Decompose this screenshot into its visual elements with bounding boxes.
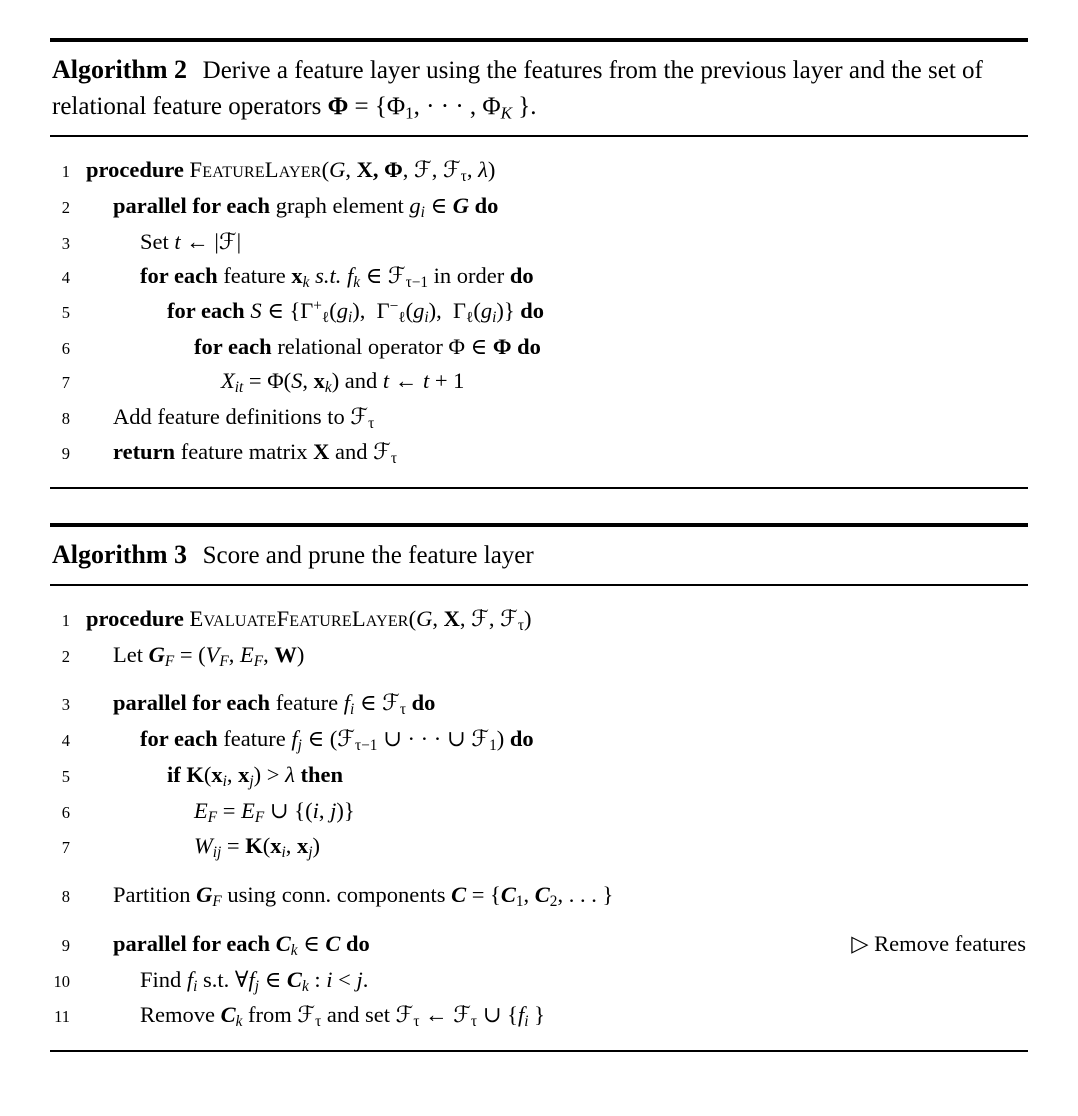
line-text bbox=[194, 330, 541, 364]
code-segment: for each bbox=[140, 262, 218, 288]
inline-comment: ▷ Remove features bbox=[851, 930, 1026, 956]
code-segment: g bbox=[413, 298, 425, 324]
code-segment: ) > bbox=[253, 761, 286, 787]
code-segment: C bbox=[500, 882, 516, 908]
header-divider-rule bbox=[50, 584, 1028, 586]
code-segment: − bbox=[389, 297, 399, 315]
code-segment: }. bbox=[512, 92, 537, 120]
code-segment: feature matrix bbox=[175, 439, 314, 465]
code-segment: , bbox=[523, 882, 535, 908]
code-segment: ℓ bbox=[398, 309, 406, 327]
header-divider-rule bbox=[50, 135, 1028, 137]
line-text bbox=[86, 153, 495, 189]
code-segment: in order bbox=[428, 262, 510, 288]
code-line bbox=[50, 364, 1026, 400]
line-text bbox=[194, 794, 355, 830]
code-segment: j bbox=[254, 977, 260, 995]
code-segment: ( bbox=[405, 298, 414, 324]
code-segment: X bbox=[313, 439, 330, 465]
line-text bbox=[140, 259, 534, 295]
code-segment: W bbox=[194, 833, 213, 859]
code-segment: λ bbox=[285, 761, 295, 787]
code-segment: ) and bbox=[331, 367, 383, 393]
code-segment: x bbox=[211, 761, 223, 787]
line-text bbox=[113, 878, 613, 914]
code-segment: Let bbox=[113, 641, 149, 667]
code-segment: ) bbox=[296, 641, 305, 667]
code-line bbox=[50, 153, 1026, 189]
code-segment: f bbox=[291, 726, 298, 752]
code-segment: ) bbox=[523, 605, 532, 631]
line-number: 11 bbox=[54, 1007, 70, 1027]
code-segment: , · · · , Φ bbox=[413, 92, 501, 120]
line-number: 8 bbox=[61, 408, 70, 428]
code-segment: ) bbox=[496, 726, 510, 752]
line-content bbox=[86, 758, 1026, 794]
code-segment: i bbox=[420, 203, 425, 221]
code-segment: i bbox=[312, 797, 319, 823]
bottom-rule bbox=[50, 1050, 1028, 1052]
code-segment: EvaluateFeatureLayer bbox=[189, 605, 409, 631]
code-segment: and set ℱ bbox=[321, 1002, 414, 1028]
code-segment: , ℱ, ℱ bbox=[402, 157, 461, 183]
code-segment: . bbox=[362, 966, 369, 992]
line-content bbox=[86, 435, 1026, 471]
code-segment: , bbox=[285, 833, 297, 859]
code-segment: X bbox=[221, 367, 235, 393]
line-content bbox=[86, 686, 1026, 722]
code-segment: = {Φ bbox=[348, 92, 406, 120]
code-segment: ∈ bbox=[259, 966, 287, 992]
code-segment: f bbox=[346, 262, 354, 288]
code-segment: Set bbox=[140, 228, 175, 254]
code-segment: j bbox=[308, 844, 313, 862]
code-segment: ( bbox=[408, 605, 417, 631]
code-segment: , bbox=[226, 761, 239, 787]
line-text bbox=[113, 435, 397, 471]
code-segment: , ℱ, ℱ bbox=[459, 605, 518, 631]
line-number: 6 bbox=[61, 802, 70, 822]
code-segment: Find bbox=[140, 966, 187, 992]
line-text bbox=[140, 722, 534, 758]
line-number: 6 bbox=[61, 339, 70, 359]
code-line bbox=[50, 794, 1026, 830]
code-segment: feature bbox=[217, 726, 292, 752]
code-segment: parallel for each bbox=[113, 930, 271, 956]
code-segment: G bbox=[452, 193, 470, 219]
line-text bbox=[167, 758, 343, 794]
code-segment: graph element bbox=[270, 193, 410, 219]
line-content bbox=[86, 927, 1026, 963]
code-segment: S bbox=[291, 367, 303, 393]
code-segment: F bbox=[207, 808, 218, 826]
code-segment: j bbox=[249, 772, 254, 790]
code-line bbox=[50, 686, 1026, 722]
code-segment: , bbox=[228, 641, 241, 667]
line-text bbox=[113, 927, 370, 963]
line-content bbox=[86, 400, 1026, 436]
code-segment: } bbox=[528, 1002, 545, 1028]
code-segment: , . . . } bbox=[557, 882, 614, 908]
code-segment: τ bbox=[368, 414, 375, 432]
algorithm-3-body bbox=[50, 602, 1028, 1034]
code-segment: C bbox=[220, 1002, 236, 1028]
code-segment: i bbox=[350, 701, 355, 719]
code-segment: , bbox=[318, 797, 331, 823]
code-segment: ∈ (ℱ bbox=[301, 726, 355, 752]
code-segment: f bbox=[248, 966, 255, 992]
code-line bbox=[50, 400, 1026, 436]
line-number: 3 bbox=[61, 695, 70, 715]
top-rule bbox=[50, 38, 1028, 42]
algorithm-2-header bbox=[50, 52, 1028, 125]
code-segment: E bbox=[241, 797, 255, 823]
code-line bbox=[50, 259, 1026, 295]
line-number: 5 bbox=[61, 303, 70, 323]
code-segment: F bbox=[253, 652, 264, 670]
line-text bbox=[140, 225, 241, 259]
code-segment: V bbox=[205, 641, 220, 667]
code-segment: t bbox=[422, 367, 430, 393]
code-segment: do bbox=[517, 334, 541, 360]
code-segment: ( bbox=[473, 298, 481, 324]
code-segment: Score and prune the feature layer bbox=[202, 542, 534, 570]
algorithm-2-body bbox=[50, 153, 1028, 471]
code-segment: f bbox=[343, 690, 351, 716]
code-line bbox=[50, 963, 1026, 999]
code-segment: k bbox=[324, 378, 332, 396]
code-line bbox=[50, 189, 1026, 225]
code-segment: t bbox=[174, 228, 181, 254]
code-segment: ) bbox=[312, 833, 320, 859]
code-line bbox=[50, 758, 1026, 794]
code-segment: F bbox=[219, 652, 229, 670]
code-segment: X, Φ bbox=[356, 157, 403, 183]
line-text bbox=[167, 294, 544, 330]
code-segment: ∈ {Γ bbox=[261, 298, 314, 324]
code-segment: from ℱ bbox=[242, 1002, 316, 1028]
line-content bbox=[86, 794, 1026, 830]
line-number: 2 bbox=[61, 198, 70, 218]
code-segment: G bbox=[196, 882, 213, 908]
code-segment: feature bbox=[270, 690, 344, 716]
code-segment: 1 bbox=[515, 893, 524, 910]
code-segment: Partition bbox=[113, 882, 197, 908]
code-segment: g bbox=[409, 193, 421, 219]
code-segment: τ bbox=[399, 701, 407, 719]
code-segment: C bbox=[534, 882, 550, 908]
line-text bbox=[221, 364, 464, 400]
code-segment: ∈ ℱ bbox=[360, 262, 406, 288]
line-number: 1 bbox=[61, 610, 70, 630]
code-segment: i bbox=[281, 844, 286, 862]
code-segment: C bbox=[325, 930, 341, 956]
code-segment: X bbox=[443, 605, 460, 631]
code-line bbox=[50, 722, 1026, 758]
code-segment: ), Γ bbox=[352, 298, 390, 324]
code-segment: g bbox=[336, 298, 348, 324]
code-line bbox=[50, 998, 1026, 1034]
line-content bbox=[86, 638, 1026, 674]
algorithm-3-block bbox=[50, 523, 1028, 1052]
code-segment: i bbox=[222, 772, 227, 790]
code-segment: λ bbox=[478, 157, 488, 183]
code-segment: ) bbox=[487, 157, 496, 183]
code-segment: Φ bbox=[492, 334, 512, 360]
code-segment: G bbox=[148, 641, 165, 667]
line-text bbox=[113, 400, 374, 436]
line-text bbox=[140, 998, 545, 1034]
code-line bbox=[50, 638, 1026, 674]
code-segment: relational operator Φ ∈ bbox=[271, 334, 493, 360]
code-segment: G bbox=[416, 605, 433, 631]
code-line bbox=[50, 330, 1026, 364]
code-segment: F bbox=[164, 652, 175, 670]
code-line bbox=[50, 435, 1026, 471]
code-segment: and ℱ bbox=[329, 439, 391, 465]
code-segment: )} bbox=[336, 797, 355, 823]
code-segment: x bbox=[291, 262, 303, 288]
code-segment: ( bbox=[262, 833, 271, 859]
code-segment: τ bbox=[390, 450, 397, 468]
code-segment: return bbox=[113, 439, 176, 465]
code-segment: 1 bbox=[489, 737, 497, 754]
line-number: 9 bbox=[61, 935, 70, 955]
code-segment: = bbox=[221, 833, 246, 859]
line-number: 7 bbox=[61, 372, 70, 392]
line-content bbox=[86, 225, 1026, 259]
code-segment: ∪ · · · ∪ ℱ bbox=[377, 726, 490, 752]
code-segment: , bbox=[432, 605, 444, 631]
line-text bbox=[140, 963, 368, 999]
code-segment: , bbox=[263, 641, 275, 667]
line-text bbox=[113, 686, 435, 722]
code-segment: procedure bbox=[86, 157, 190, 183]
code-segment: ( bbox=[329, 298, 337, 324]
code-line bbox=[50, 878, 1026, 914]
code-segment: ℓ bbox=[321, 309, 330, 327]
line-content bbox=[86, 963, 1026, 999]
code-segment: then bbox=[300, 761, 343, 787]
code-segment: f bbox=[186, 966, 194, 992]
code-segment: ij bbox=[212, 844, 222, 862]
code-segment: τ−1 bbox=[405, 273, 429, 291]
code-line bbox=[50, 829, 1026, 865]
code-line bbox=[50, 225, 1026, 259]
bottom-rule bbox=[50, 487, 1028, 489]
code-segment: C bbox=[451, 882, 467, 908]
line-content bbox=[86, 153, 1026, 189]
code-segment: k bbox=[290, 941, 298, 959]
code-segment: ∈ bbox=[424, 193, 453, 219]
code-segment: , bbox=[466, 157, 479, 183]
code-segment: τ bbox=[413, 1013, 420, 1031]
code-segment: ( bbox=[321, 157, 330, 183]
code-segment: S bbox=[250, 298, 262, 324]
code-segment: = { bbox=[466, 882, 501, 908]
code-segment: ← bbox=[389, 367, 423, 393]
code-segment: Remove bbox=[140, 1002, 221, 1028]
code-segment: = bbox=[217, 797, 242, 823]
code-segment: < bbox=[332, 966, 357, 992]
code-segment: C bbox=[286, 966, 302, 992]
line-number: 9 bbox=[61, 444, 70, 464]
code-segment: feature bbox=[217, 262, 292, 288]
code-segment: = Φ( bbox=[243, 367, 292, 393]
code-segment: = ( bbox=[174, 641, 206, 667]
code-segment: ℓ bbox=[466, 309, 474, 327]
code-segment: τ bbox=[315, 1013, 322, 1031]
code-segment: 1 bbox=[405, 103, 414, 123]
code-segment: τ bbox=[460, 168, 467, 186]
code-segment: i bbox=[524, 1013, 529, 1031]
code-segment: for each bbox=[167, 298, 245, 324]
code-line bbox=[50, 602, 1026, 638]
line-content bbox=[86, 364, 1026, 400]
line-number: 5 bbox=[61, 766, 70, 786]
code-segment: using conn. components bbox=[221, 882, 452, 908]
code-segment: Φ bbox=[327, 92, 349, 120]
line-content bbox=[86, 829, 1026, 865]
line-content bbox=[86, 330, 1026, 364]
code-segment: for each bbox=[140, 726, 218, 752]
code-segment: ∪ { bbox=[477, 1002, 518, 1028]
code-segment: Derive a feature layer using the features from the previous layer and the set of relational feature operators bbox=[52, 57, 990, 120]
code-segment: j bbox=[297, 737, 302, 754]
line-number: 10 bbox=[53, 971, 70, 991]
code-segment: τ bbox=[517, 616, 524, 634]
code-segment: E bbox=[240, 641, 254, 667]
line-number: 7 bbox=[61, 838, 70, 858]
code-segment: k bbox=[301, 977, 309, 995]
code-segment: if bbox=[167, 761, 187, 787]
code-segment: + bbox=[313, 297, 322, 315]
code-segment: ( bbox=[203, 761, 212, 787]
line-number: 8 bbox=[61, 887, 70, 907]
code-segment: parallel for each bbox=[113, 193, 271, 219]
line-number: 3 bbox=[61, 233, 70, 253]
line-content bbox=[86, 722, 1026, 758]
code-segment: parallel for each bbox=[113, 690, 271, 716]
line-text bbox=[113, 189, 498, 225]
code-segment: K bbox=[500, 103, 513, 123]
code-segment: x bbox=[313, 367, 325, 393]
line-content bbox=[86, 602, 1026, 638]
code-segment: i bbox=[348, 309, 353, 327]
code-segment: Add feature definitions to ℱ bbox=[113, 403, 369, 429]
code-segment: τ−1 bbox=[355, 737, 378, 754]
code-segment: do bbox=[474, 193, 499, 219]
code-segment: ∈ ℱ bbox=[354, 690, 400, 716]
code-segment: x bbox=[296, 833, 309, 859]
code-segment: i bbox=[193, 977, 198, 995]
code-segment: k bbox=[235, 1013, 243, 1031]
algorithm-2-block bbox=[50, 38, 1028, 489]
code-segment: G bbox=[329, 157, 346, 183]
line-content bbox=[86, 878, 1026, 914]
code-segment: x bbox=[238, 761, 250, 787]
code-segment: i bbox=[492, 309, 497, 327]
line-content bbox=[86, 189, 1026, 225]
code-segment: ∪ {( bbox=[264, 797, 313, 823]
code-segment: ← ℱ bbox=[419, 1002, 471, 1028]
line-text bbox=[86, 602, 531, 638]
code-segment: W bbox=[274, 641, 297, 667]
code-segment: F bbox=[212, 893, 222, 910]
code-line bbox=[50, 294, 1026, 330]
code-segment: do bbox=[411, 690, 436, 716]
code-segment: Algorithm 2 bbox=[52, 55, 188, 84]
code-segment: K bbox=[186, 761, 204, 787]
code-segment: F bbox=[254, 808, 265, 826]
code-segment: k bbox=[302, 273, 310, 291]
code-segment: s.t. bbox=[309, 262, 347, 288]
code-segment: j bbox=[356, 966, 363, 992]
line-content bbox=[86, 259, 1026, 295]
line-number: 4 bbox=[61, 267, 70, 287]
code-segment: Algorithm 3 bbox=[52, 540, 188, 570]
code-segment: ), Γ bbox=[428, 298, 466, 324]
code-segment: j bbox=[330, 797, 337, 823]
code-segment: ← |ℱ| bbox=[180, 228, 242, 254]
code-segment: + 1 bbox=[429, 367, 465, 393]
code-segment: K bbox=[245, 833, 263, 859]
code-segment: g bbox=[480, 298, 493, 324]
code-segment: i bbox=[424, 309, 429, 327]
code-segment: s.t. ∀ bbox=[197, 966, 249, 992]
code-segment: , bbox=[345, 157, 357, 183]
code-segment: 2 bbox=[549, 893, 558, 910]
code-segment: i bbox=[326, 966, 333, 992]
code-segment: ∈ bbox=[297, 930, 326, 956]
code-segment: do bbox=[509, 262, 534, 288]
code-line bbox=[50, 927, 1026, 963]
code-segment: FeatureLayer bbox=[189, 157, 322, 183]
top-rule bbox=[50, 523, 1028, 527]
code-segment: τ bbox=[470, 1013, 478, 1031]
code-segment: for each bbox=[194, 334, 272, 360]
algorithm-3-header bbox=[50, 537, 1028, 574]
code-segment: k bbox=[353, 273, 361, 291]
line-content bbox=[86, 294, 1026, 330]
code-segment: do bbox=[346, 930, 370, 956]
line-text bbox=[113, 638, 304, 674]
code-segment: C bbox=[275, 930, 291, 956]
line-number: 2 bbox=[61, 646, 70, 666]
code-segment: procedure bbox=[86, 605, 190, 631]
code-segment: it bbox=[234, 378, 244, 396]
code-segment: f bbox=[517, 1002, 525, 1028]
code-segment: E bbox=[194, 797, 208, 823]
line-number: 4 bbox=[61, 731, 70, 751]
line-number: 1 bbox=[61, 162, 70, 182]
code-segment: )} bbox=[496, 298, 521, 324]
line-text bbox=[194, 829, 320, 865]
code-segment: t bbox=[382, 367, 390, 393]
code-segment: do bbox=[509, 726, 534, 752]
line-content bbox=[86, 998, 1026, 1034]
code-segment: x bbox=[270, 833, 282, 859]
code-segment: do bbox=[520, 298, 545, 324]
code-segment: : bbox=[308, 966, 327, 992]
code-segment: , bbox=[302, 367, 314, 393]
